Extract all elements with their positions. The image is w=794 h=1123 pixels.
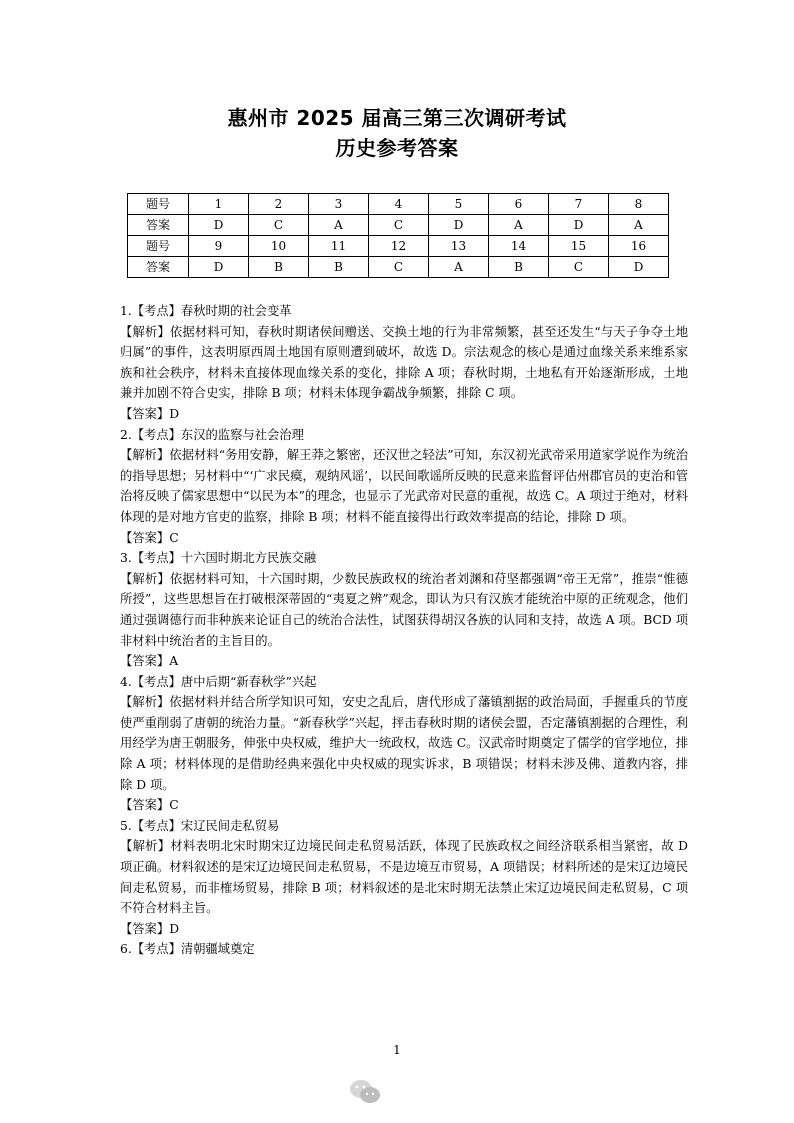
content-paragraph: 6.【考点】清朝疆域奠定 [120, 942, 255, 957]
answer-table-cell: 6 [489, 194, 549, 215]
answer-table-row-label: 题号 [128, 194, 189, 215]
answer-table-cell: A [429, 257, 489, 278]
content-paragraph: 【答案】C [120, 798, 179, 813]
content-paragraph: 【解析】依据材料并结合所学知识可知，安史之乱后，唐代形成了藩镇割据的政治局面，手握重兵的节度使严重削弱了唐朝的统治力量。“新春秋学”兴起，抨击春秋时期的诸侯会盟，否定藩镇割据的合理性，利用经学为唐王朝服务，伸张中央权威，维护大一统政权，故选 C。汉武帝时期奠定了儒学的官学地位，排除 A 项；材料体现的是借助经典来强化中央权威的现实诉求，B 项错误；材料未涉及佛、道教内容，排除 D 项。 [120, 695, 688, 792]
answer-table-row-label: 答案 [128, 257, 189, 278]
wechat-logo-icon [348, 1078, 382, 1106]
answer-table-cell: D [429, 215, 489, 236]
content-paragraph: 【解析】依据材料“务用安静，解王莽之繁密，还汉世之轻法”可知，东汉初光武帝采用道家学说作为统治的指导思想；另材料中“‘广求民瘼，观纳风谣’，以民间歌谣所反映的民意来监督评估州郡官员的吏治和管治将反映了儒家思想中“以民为本”的理念，也显示了光武帝对民意的重视，故选 C。A 项过于绝对，材料体现的是对地方官吏的监察，排除 B 项；材料不能直接得出行政效率提高的结论，排除 D 项。 [120, 448, 688, 524]
answer-table-cell: 5 [429, 194, 489, 215]
content-paragraph: 【答案】C [120, 530, 179, 545]
content-paragraph: 1.【考点】春秋时期的社会变革 [120, 304, 292, 318]
answer-table-cell: 12 [369, 236, 429, 257]
answer-table-cell: D [549, 215, 609, 236]
answer-table-cell: D [189, 215, 249, 236]
content-paragraph: 4.【考点】唐中后期“新春秋学”兴起 [120, 674, 317, 689]
content-paragraph: 【解析】依据材料可知，春秋时期诸侯间赠送、交换土地的行为非常频繁，甚至还发生“与天子争夺土地归属”的事件，这表明原西周土地国有原则遭到破坏，故选 D。宗法观念的核心是通过血缘关系来维系家族和社会秩序，材料未直接体现血缘关系的变化，排除 A 项；春秋时期，土地私有开始逐渐形成，土地兼并加剧不符合史实，排除 B 项；材料未体现争霸战争频繁，排除 C 项。 [120, 324, 688, 401]
answer-table-cell: 1 [189, 194, 249, 215]
answer-table-cell: 16 [609, 236, 669, 257]
answer-table-row [128, 257, 669, 278]
answer-table-row [128, 236, 669, 257]
answer-table-row [128, 215, 669, 236]
answer-table-row-label: 答案 [128, 215, 189, 236]
answer-table-cell: 2 [249, 194, 309, 215]
answer-table-cell: C [249, 215, 309, 236]
answer-table-cell: 14 [489, 236, 549, 257]
answer-table-row [128, 194, 669, 215]
content-paragraph: 5.【考点】宋辽民间走私贸易 [120, 818, 280, 833]
document-subtitle: 历史参考答案 [335, 136, 459, 160]
answer-table-cell: 13 [429, 236, 489, 257]
answer-table-cell: 8 [609, 194, 669, 215]
answer-table-cell: 7 [549, 194, 609, 215]
content-paragraph: 3.【考点】十六国时期北方民族交融 [120, 551, 317, 566]
answer-table-cell: B [249, 257, 309, 278]
answer-table-cell: A [489, 215, 549, 236]
answer-table-cell: A [609, 215, 669, 236]
content-paragraph: 【解析】依据材料可知，十六国时期，少数民族政权的统治者刘渊和苻坚都强调“帝王无常”，推崇“惟德所授”，这些思想旨在打破根深蒂固的“夷夏之辨”观念，即认为只有汉族才能统治中原的正统观念，他们通过强调德行而非种族来论证自己的统治合法性，试图获得胡汉各族的认同和支持，故选 A 项。BCD 项非材料中统治者的主旨目的。 [120, 571, 688, 648]
answer-explanations [120, 301, 688, 960]
content-paragraph: 【答案】D [120, 921, 180, 936]
answer-table-cell: 9 [189, 236, 249, 257]
page-number: 1 [393, 1043, 401, 1057]
content-paragraph: 【解析】材料表明北宋时期宋辽边境民间走私贸易活跃，体现了民族政权之间经济联系相当紧密，故 D 项正确。材料叙述的是宋辽边境民间走私贸易，不是边境互市贸易，A 项错误；材料所述的是宋辽边境民间走私贸易，而非榷场贸易，排除 B 项；材料叙述的是北宋时期无法禁止宋辽边境民间走私贸易，C 项不符合材料主旨。 [120, 839, 688, 916]
answer-table-cell: D [609, 257, 669, 278]
answer-table-cell: C [369, 257, 429, 278]
content-paragraph: 【答案】A [120, 654, 179, 669]
answer-table-cell: 11 [309, 236, 369, 257]
document-title: 惠州市 2025 届高三第三次调研考试 [227, 106, 567, 130]
answer-table-cell: A [309, 215, 369, 236]
answer-table-cell: 15 [549, 236, 609, 257]
answer-table-cell: B [309, 257, 369, 278]
answer-table-cell: C [369, 215, 429, 236]
content-paragraph: 【答案】D [120, 406, 180, 421]
answer-table-cell: C [549, 257, 609, 278]
answer-table-row-label: 题号 [128, 236, 189, 257]
answer-table-cell: 10 [249, 236, 309, 257]
answer-table-cell: B [489, 257, 549, 278]
answer-table-cell: 4 [369, 194, 429, 215]
answer-table [127, 193, 669, 278]
answer-table-cell: D [189, 257, 249, 278]
content-paragraph: 2.【考点】东汉的监察与社会治理 [120, 427, 304, 442]
answer-table-cell: 3 [309, 194, 369, 215]
